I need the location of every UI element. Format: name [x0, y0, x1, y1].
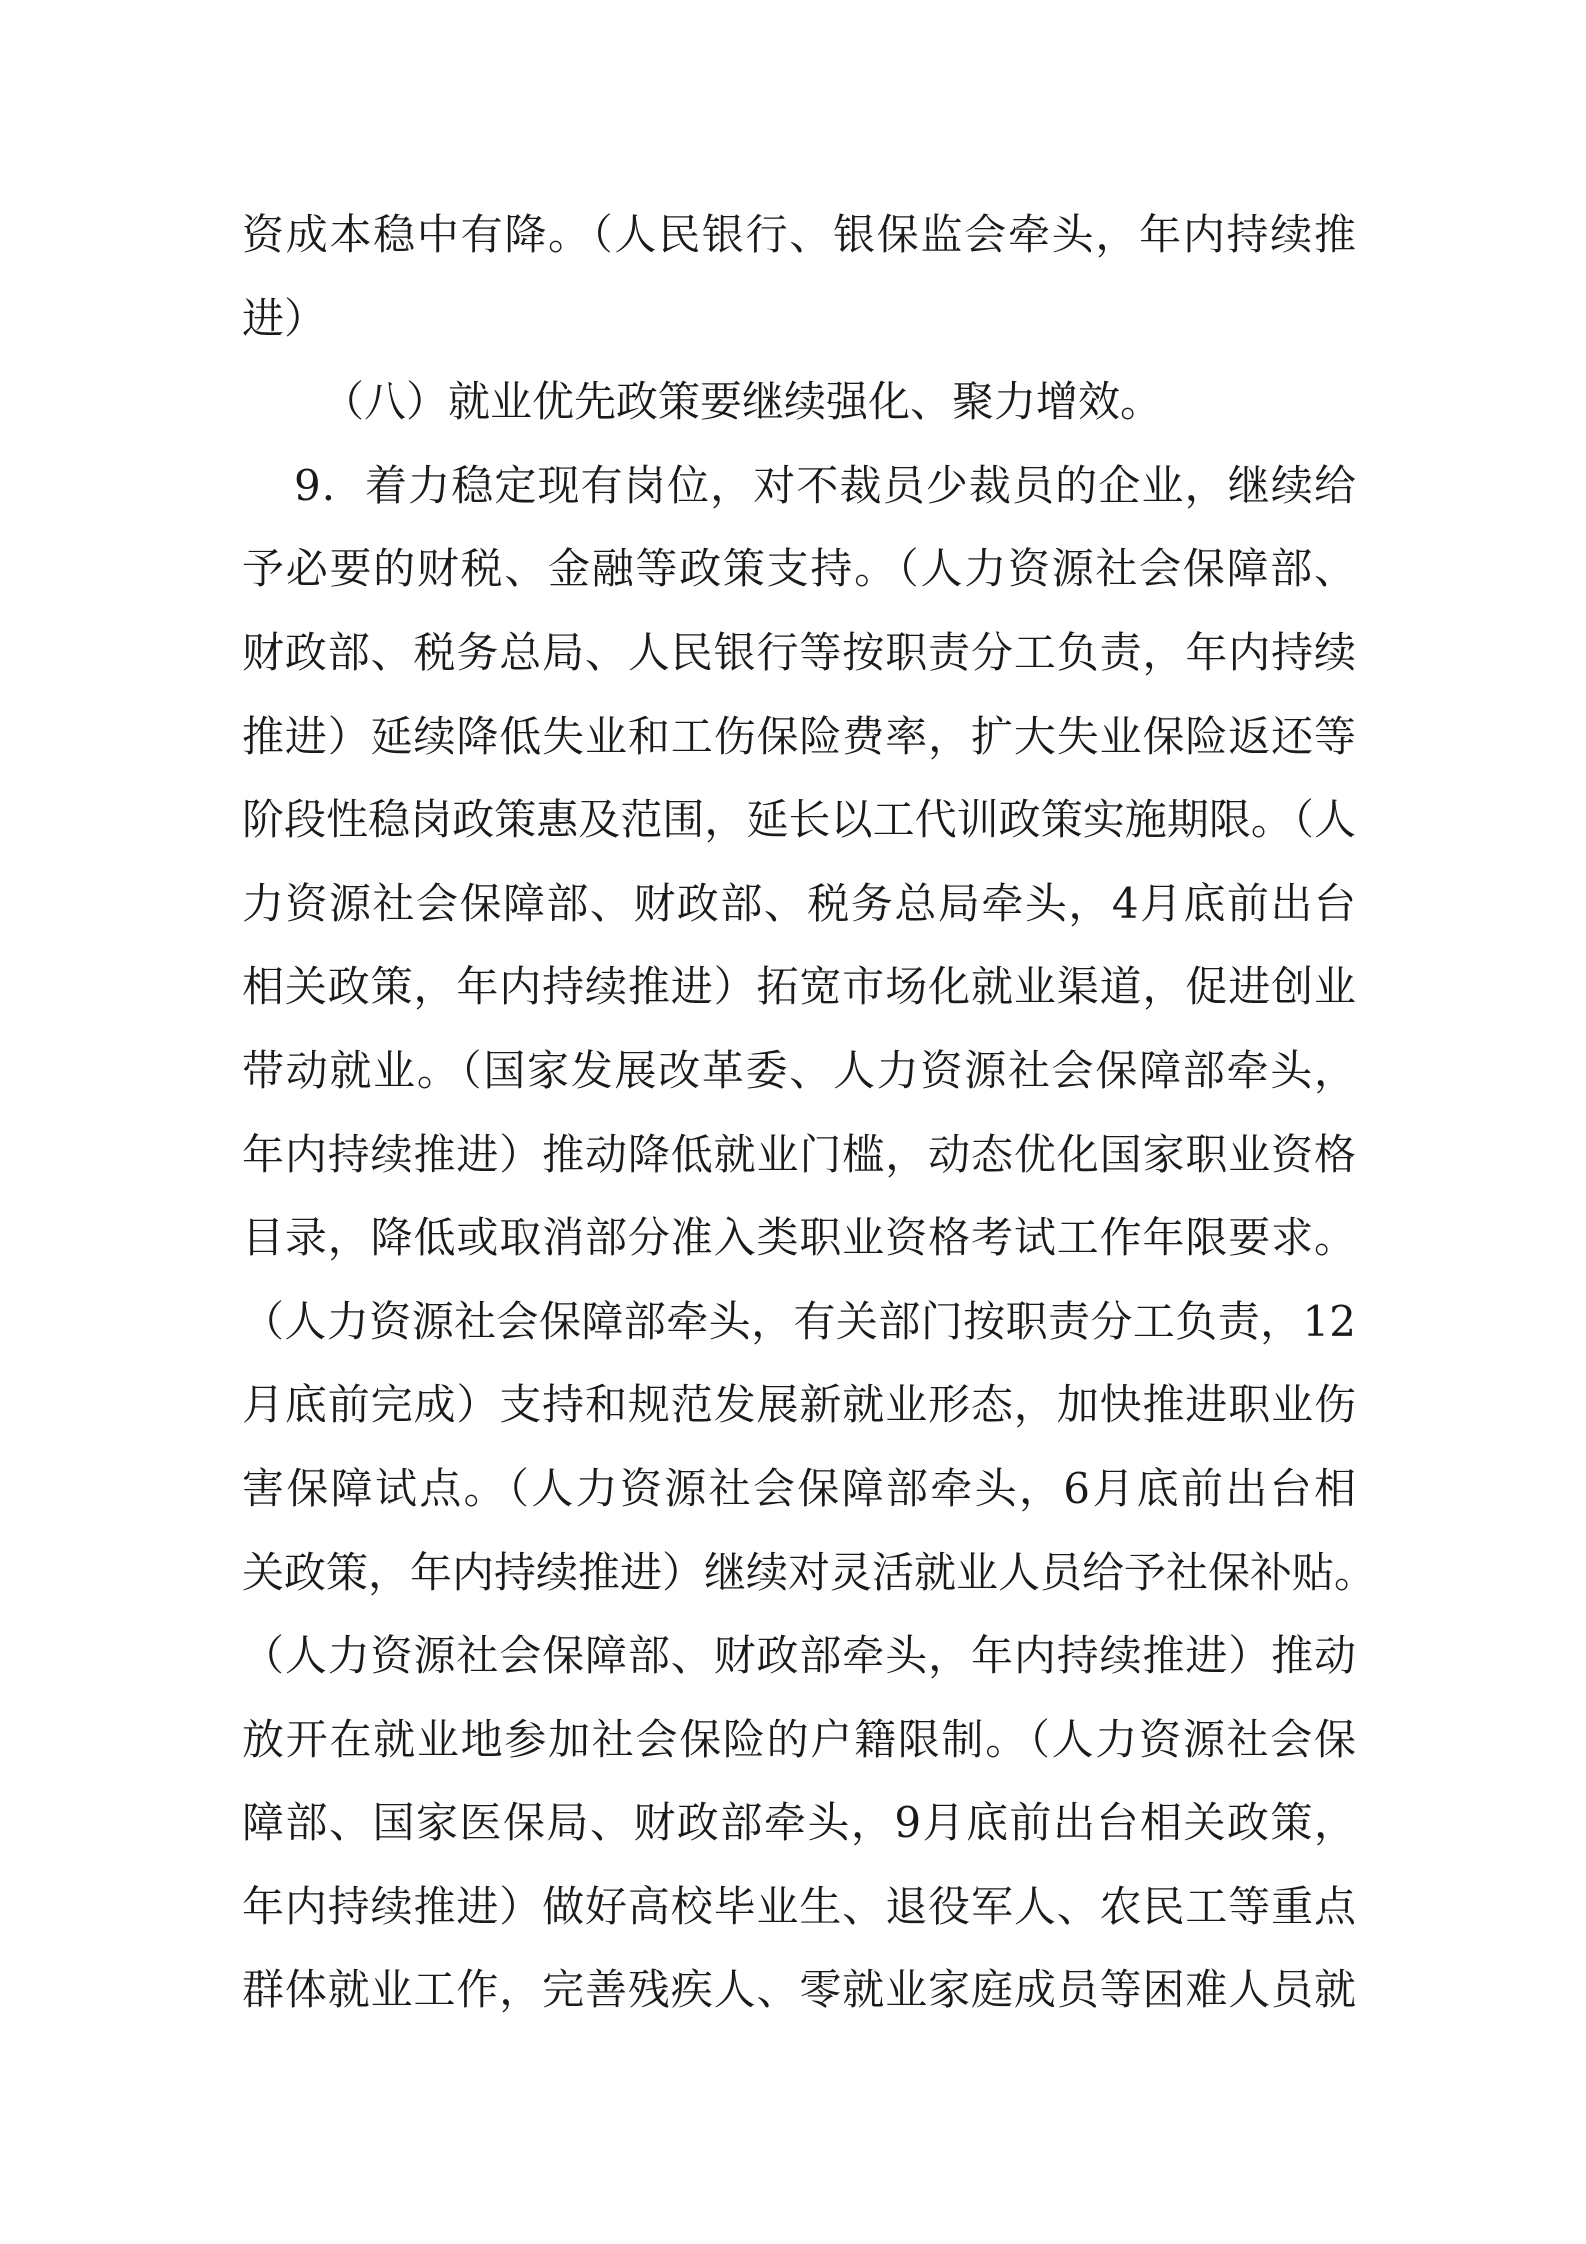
document-body	[242, 198, 1377, 2037]
text-line: 障部、国家医保局、财政部牵头，9月底前出台相关政策，	[242, 1798, 1356, 1848]
text-line: （人力资源社会保障部、财政部牵头，年内持续推进）推动	[242, 1631, 1356, 1681]
text-line: 目录，降低或取消部分准入类职业资格考试工作年限要求。	[242, 1213, 1356, 1263]
text-line: 9．着力稳定现有岗位，对不裁员少裁员的企业，继续给	[294, 460, 1356, 510]
text-line: 相关政策，年内持续推进）拓宽市场化就业渠道，促进创业	[242, 962, 1356, 1012]
text-line: 予必要的财税、金融等政策支持。（人力资源社会保障部、	[242, 544, 1356, 594]
text-line: 阶段性稳岗政策惠及范围，延长以工代训政策实施期限。（人	[242, 795, 1356, 845]
text-line: 月底前完成）支持和规范发展新就业形态，加快推进职业伤	[242, 1380, 1356, 1430]
text-line: 年内持续推进）推动降低就业门槛，动态优化国家职业资格	[242, 1129, 1356, 1179]
text-line: 带动就业。（国家发展改革委、人力资源社会保障部牵头，	[242, 1045, 1356, 1095]
text-line: 放开在就业地参加社会保险的户籍限制。（人力资源社会保	[242, 1714, 1356, 1764]
text-line: 推进）延续降低失业和工伤保险费率，扩大失业保险返还等	[242, 711, 1356, 761]
text-line: 资成本稳中有降。（人民银行、银保监会牵头，年内持续推	[242, 210, 1356, 259]
text-line: （人力资源社会保障部牵头，有关部门按职责分工负责，12	[242, 1296, 1356, 1346]
text-line: 害保障试点。（人力资源社会保障部牵头，6月底前出台相	[242, 1463, 1356, 1513]
text-line: 进）	[242, 293, 327, 343]
text-line: 群体就业工作，完善残疾人、零就业家庭成员等困难人员就	[242, 1965, 1356, 2015]
text-line: 财政部、税务总局、人民银行等按职责分工负责，年内持续	[242, 627, 1356, 677]
text-line: 关政策，年内持续推进）继续对灵活就业人员给予社保补贴。	[242, 1547, 1377, 1597]
text-line: 力资源社会保障部、财政部、税务总局牵头，4月底前出台	[242, 878, 1356, 928]
section-heading: （八）就业优先政策要继续强化、聚力增效。	[322, 377, 1163, 427]
text-line: 年内持续推进）做好高校毕业生、退役军人、农民工等重点	[242, 1881, 1356, 1931]
